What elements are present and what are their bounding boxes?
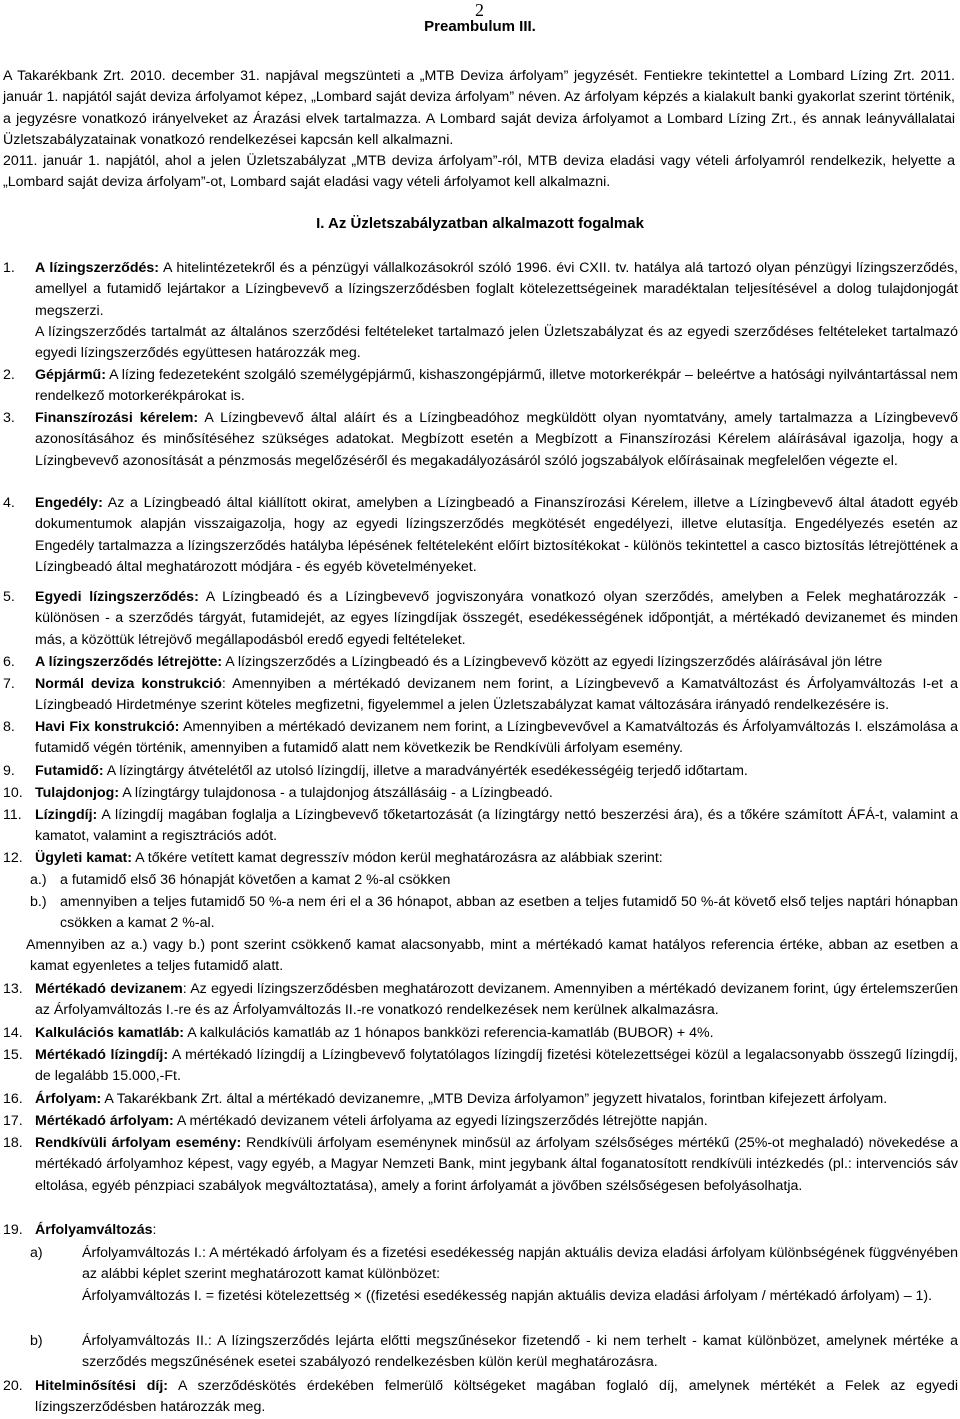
item-text: A lízingdíj magában foglalja a Lízingbevevő tőketartozását (a lízingtárgy nettó beszerzési ára), és a tőkére számított ÁFÁ-t, valamint a kamatot, valamint a regisztrációs adót. bbox=[35, 807, 958, 845]
item-term: Mértékadó lízingdíj: bbox=[35, 1047, 169, 1063]
item-text: A tőkére vetített kamat degresszív módon kerül meghatározásra az alábbiak szerint: bbox=[131, 850, 663, 866]
item-term: Ügyleti kamat: bbox=[35, 850, 132, 866]
item-number: 11. bbox=[3, 807, 22, 823]
item-number: 1. bbox=[3, 260, 15, 276]
item-text: A lízingtárgy tulajdonosa - a tulajdonjog átszállásáig - a Lízingbeadó. bbox=[119, 785, 553, 801]
item-text: amennyiben a teljes futamidő 50 %-a nem éri el a 36 hónapot, abban az esetben a teljes futamidő 50 %-át követő első teljes naptári hónapban csökken a kamat 2 %-al. bbox=[60, 894, 958, 932]
item-number: 16. bbox=[3, 1091, 23, 1107]
item-term: Egyedi lízingszerződés: bbox=[35, 589, 199, 605]
item-text: : Az egyedi lízingszerződésben meghatározott devizanem. Amennyiben a mértékadó devizanem forint, úgy értelemszerűen az Árfolyamváltozás I.-re és az Árfolyamváltozás II.-re vonatkozó rendelkezések nem kerülnek alkalmazásra. bbox=[35, 981, 958, 1019]
item-number: 18. bbox=[3, 1135, 23, 1151]
definition-item-20 bbox=[3, 1376, 958, 1419]
definition-item-15 bbox=[3, 1045, 958, 1088]
item-text: Árfolyamváltozás I. = fizetési kötelezettség × ((fizetési esedékesség napján aktuális deviza eladási árfolyam / mértékadó árfolyam) – 1). bbox=[82, 1288, 933, 1304]
item-term: Árfolyam: bbox=[35, 1091, 102, 1107]
item-number: b.) bbox=[30, 894, 47, 910]
item-text: A hitelintézetekről és a pénzügyi vállalkozásokról szóló 1996. évi CXII. tv. hatálya alá tartozó olyan pénzügyi lízingszerződés, amellyel a futamidő lejártakor a Lízingbevevő a lízingszerződésben foglalt kötelezettségeinek maradéktalan teljesítésével a dolog tulajdonjogát megszerzi. bbox=[35, 260, 958, 319]
item-term: Tulajdonjog: bbox=[35, 785, 120, 801]
item-text: Árfolyamváltozás I.: A mértékadó árfolyam és a fizetési esedékesség napján aktuális deviza eladási árfolyam különbségének függvényében az alábbi képlet szerint meghatározott kamat különbözet: bbox=[82, 1245, 958, 1283]
item-term: Rendkívüli árfolyam esemény: bbox=[35, 1135, 242, 1151]
item-text: : Amennyiben a mértékadó devizanem nem forint, a Lízingbevevő a Kamatváltozást és Árfolyamváltozás I-et a Lízingbeadó Hirdetménye szerint köteles megfizetni, figyelemmel a jelen Üzletszabályzat kamat változására irányadó rendelkezésére is. bbox=[35, 676, 958, 714]
sub-item-19a bbox=[30, 1243, 958, 1286]
definition-item-2 bbox=[3, 365, 958, 408]
definition-item-7 bbox=[3, 674, 958, 717]
item-text: A Lízingbevevő által aláírt és a Lízingbeadóhoz megküldött olyan nyomtatvány, amely tartalmazza a Lízingbevevő azonosításához és minősítéséhez szükséges adatokat. Megbízott esetén a Megbízott a Finanszírozási Kérelem aláírásával igazolja, hogy a Lízingbevevő azonosítását a pénzmosás megelőzéséről és megakadályozásáról szóló jogszabályok előírásainak megfelelően végezte el. bbox=[35, 410, 958, 469]
item-number: 20. bbox=[3, 1378, 23, 1394]
item-number: 14. bbox=[3, 1025, 23, 1041]
item-number: 7. bbox=[3, 676, 15, 692]
preamble-paragraph-2: 2011. január 1. napjától, ahol a jelen Üzletszabályzat „MTB deviza árfolyam”-ról, MTB deviza eladási vagy vételi árfolyamról rendelkezik, helyette a „Lombard saját deviza árfolyam”-ot, Lombard saját eladási vagy vételi árfolyamot kell alkalmazni. bbox=[3, 153, 955, 191]
definition-item-4 bbox=[3, 493, 958, 578]
item-text: A lízingszerződés tartalmát az általános szerződési feltételeket tartalmazó jelen Üzletszabályzat és az egyedi szerződéses feltételeket tartalmazó egyedi lízingszerződés együttesen határozzák meg. bbox=[35, 324, 958, 362]
item-number: 15. bbox=[3, 1047, 23, 1063]
item-text: A mértékadó lízingdíj a Lízingbevevő folytatólagos lízingdíj fizetési kötelezettségei közül a legalacsonyabb összegű lízingdíj, de legalább 15.000,-Ft. bbox=[35, 1047, 958, 1085]
definition-item-16 bbox=[3, 1089, 958, 1110]
item-text: Rendkívüli árfolyam eseménynek minősül az árfolyam szélsőséges mértékű (25%-ot meghaladó) növekedése a mértékadó árfolyamhoz képest, vagy egyéb, a Magyar Nemzeti Bank, mint jegybank által foganatosított rendkívüli intézkedés (pl.: intervenciós sáv eltolása, egyéb pénzpiaci szabályok megváltoztatása), amely a forint árfolyamát a jövőben szélsőségesen befolyásolhatja. bbox=[35, 1135, 958, 1194]
item-term: Mértékadó árfolyam: bbox=[35, 1113, 174, 1129]
definition-item-3 bbox=[3, 408, 958, 472]
definition-item-11 bbox=[3, 805, 958, 848]
item-term: Finanszírozási kérelem: bbox=[35, 410, 199, 426]
item-term: Mértékadó devizanem bbox=[35, 981, 183, 997]
item-term: Árfolyamváltozás bbox=[35, 1222, 153, 1238]
item-text: : bbox=[152, 1222, 157, 1238]
item-number: 19. bbox=[3, 1222, 23, 1238]
definition-item-17 bbox=[3, 1111, 958, 1132]
item-term: A lízingszerződés létrejötte: bbox=[35, 654, 223, 670]
item-number: 3. bbox=[3, 410, 15, 426]
item-number: 4. bbox=[3, 495, 15, 511]
item-text: A lízing fedezeteként szolgáló személygépjármű, kishaszongépjármű, illetve motorkerékpár – beleértve a hatósági nyilvántartással nem rendelkező motorkerékpárokat is. bbox=[35, 367, 958, 405]
item-text: A lízingtárgy átvételétől az utolsó lízingdíj, illetve a maradványérték esedékességéig terjedő időtartam. bbox=[103, 763, 748, 779]
item-number: 10. bbox=[3, 785, 23, 801]
item-term: Futamidő: bbox=[35, 763, 104, 779]
section-title: I. Az Üzletszabályzatban alkalmazott fogalmak bbox=[316, 215, 644, 232]
item-text: Árfolyamváltozás II.: A lízingszerződés lejárta előtti megszűnésekor fizetendő - ki nem terhelt - kamat különbözet, amelynek mértéke a szerződés megszűnésének esetei szabályozó rendelkezésben külön kerül meghatározásra. bbox=[82, 1333, 958, 1371]
item-term: Havi Fix konstrukció: bbox=[35, 719, 180, 735]
preamble-title: Preambulum III. bbox=[424, 18, 536, 35]
definition-item-19 bbox=[3, 1220, 958, 1241]
item-term: Normál deviza konstrukció bbox=[35, 676, 222, 692]
definition-item-1 bbox=[3, 258, 958, 322]
item-term: Engedély: bbox=[35, 495, 103, 511]
definition-item-12 bbox=[3, 848, 958, 869]
definition-item-5 bbox=[3, 587, 958, 651]
definition-item-10 bbox=[3, 783, 958, 804]
item-number: 12. bbox=[3, 850, 23, 866]
item-text: A szerződéskötés érdekében felmerülő költségeket magában foglaló díj, amelynek mértékét a Felek az egyedi lízingszerződésben határozzák meg. bbox=[35, 1378, 958, 1416]
item-text: A kalkulációs kamatláb az 1 hónapos bankközi referencia-kamatláb (BUBOR) + 4%. bbox=[184, 1025, 714, 1041]
sub-item-19a-formula bbox=[30, 1286, 958, 1307]
item-number: 6. bbox=[3, 654, 15, 670]
preamble-paragraph: A Takarékbank Zrt. 2010. december 31. napjával megszünteti a „MTB Deviza árfolyam” jegyzését. Fentiekre tekintettel a Lombard Lízing Zrt. 2011. január 1. napjától saját deviza árfolyamot képez, „Lombard saját deviza árfolyam” néven. Az árfolyam képzés a kialakult banki gyakorlat szerint történik, a jegyzésre vonatkozó irányelveket az Árazási elvek tartalmazza. A Lombard saját deviza árfolyamot a Lombard Lízing Zrt., és annak leányvállalatai Üzletszabályzatainak vonatkozó rendelkezései kapcsán kell alkalmazni. bbox=[3, 68, 955, 149]
item-term: A lízingszerződés: bbox=[35, 260, 160, 276]
definition-item-6 bbox=[3, 652, 958, 673]
item-number: 13. bbox=[3, 981, 23, 997]
item-text: Amennyiben az a.) vagy b.) pont szerint csökkenő kamat alacsonyabb, mint a mértékadó kamat hatályos referencia értéke, abban az esetben a kamat egyenletes a teljes futamidő alatt. bbox=[26, 937, 958, 975]
page-number: 2 bbox=[475, 0, 484, 20]
item-term: Hitelminősítési díj: bbox=[35, 1378, 168, 1394]
definition-item-8 bbox=[3, 717, 958, 760]
definition-item-18 bbox=[3, 1133, 958, 1197]
item-text: Az a Lízingbeadó által kiállított okirat, amelyben a Lízingbeadó a Finanszírozási Kérelem, illetve a Lízingbevevő által átadott egyéb dokumentumok alapján visszaigazolja, hogy az egyedi lízingszerződés megkötését engedélyezi, illetve elutasítja. Engedélyezés esetén az Engedély tartalmazza a lízingszerződés hatályba lépésének feltételeként előírt biztosítékokat - különös tekintettel a casco biztosítás létrejöttének a Lízingbeadó által meghatározott módjára - és egyéb követelményeket. bbox=[35, 495, 958, 575]
definition-item-9 bbox=[3, 761, 958, 782]
item-number: 5. bbox=[3, 589, 15, 605]
item-text: A lízingszerződés a Lízingbeadó és a Lízingbevevő között az egyedi lízingszerződés aláírásával jön létre bbox=[222, 654, 883, 670]
sub-item-19b bbox=[30, 1331, 958, 1374]
item-text: A mértékadó devizanem vételi árfolyama az egyedi lízingszerződés létrejötte napján. bbox=[173, 1113, 708, 1129]
definition-item-14 bbox=[3, 1023, 958, 1044]
item-text: A Lízingbeadó és a Lízingbevevő jogviszonyára vonatkozó olyan szerződés, amelyben a Felek meghatározzák - különösen - a szerződés tárgyát, futamidejét, az egyes lízingdíjak összegét, esedékességének időpontját, a mértékadó devizanemet és minden más, a közöttük létrejövő megállapodásból eredő egyedi feltételeket. bbox=[35, 589, 958, 648]
item-number: 17. bbox=[3, 1113, 23, 1129]
definition-item-1-continued bbox=[3, 322, 958, 365]
definition-item-13 bbox=[3, 979, 958, 1022]
item-number: a.) bbox=[30, 872, 47, 888]
item-term: Gépjármű: bbox=[35, 367, 106, 383]
item-term: Kalkulációs kamatláb: bbox=[35, 1025, 185, 1041]
item-number: 2. bbox=[3, 367, 15, 383]
item-number: a) bbox=[30, 1245, 43, 1261]
item-number: 9. bbox=[3, 763, 15, 779]
sub-item-a bbox=[30, 870, 958, 891]
item-text: A Takarékbank Zrt. által a mértékadó devizanemre, „MTB Deviza árfolyamon” jegyzett hivatalos, forintban kifejezett árfolyam. bbox=[101, 1091, 888, 1107]
item-number: 8. bbox=[3, 719, 15, 735]
item-term: Lízingdíj: bbox=[35, 807, 98, 823]
item-text: a futamidő első 36 hónapját követően a kamat 2 %-al csökken bbox=[60, 872, 451, 888]
item-12-note bbox=[26, 935, 958, 978]
item-number: b) bbox=[30, 1333, 43, 1349]
item-text: Amennyiben a mértékadó devizanem nem forint, a Lízingbevevővel a Kamatváltozás és Árfolyamváltozás I. elszámolása a futamidő végén történik, amennyiben a futamidő alatt nem következik be Rendkívüli árfolyam esemény. bbox=[35, 719, 958, 757]
sub-item-b bbox=[30, 892, 958, 935]
